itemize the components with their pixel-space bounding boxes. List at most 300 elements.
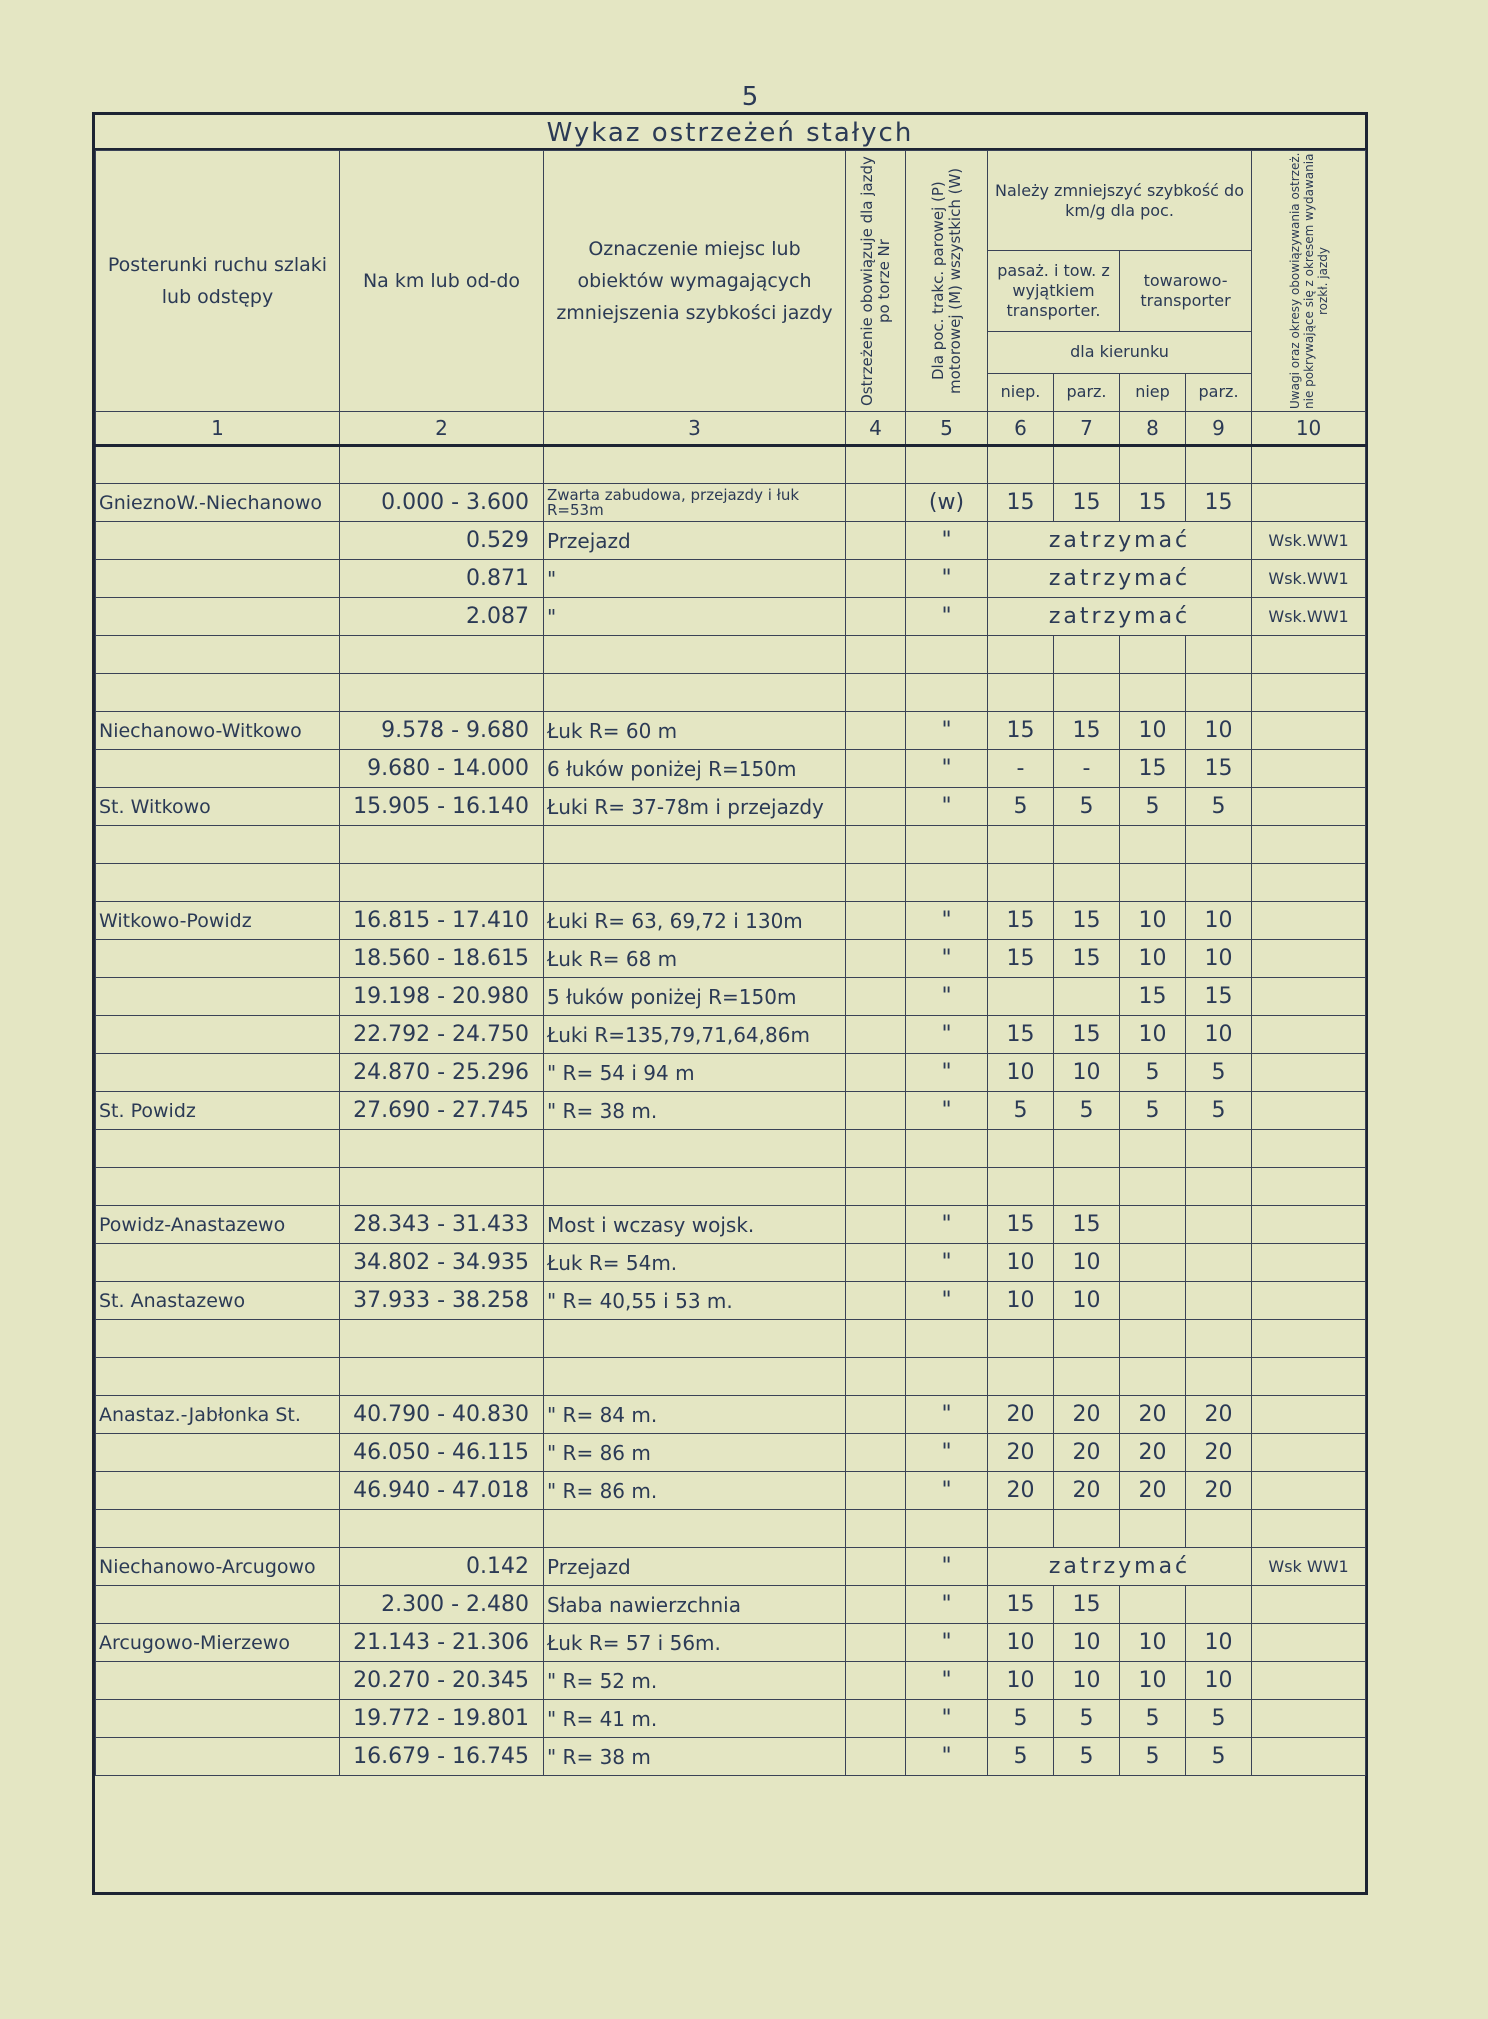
blank-row <box>96 1510 1366 1548</box>
cell-c5: (w) <box>906 484 988 522</box>
cell-c9 <box>1186 636 1252 674</box>
cell-c1 <box>96 826 340 864</box>
cell-c9: 10 <box>1186 712 1252 750</box>
colnum: 6 <box>988 412 1054 446</box>
cell-c6: 10 <box>988 1624 1054 1662</box>
cell-c6 <box>988 636 1054 674</box>
cell-c6 <box>988 978 1054 1016</box>
cell-c1 <box>96 1738 340 1776</box>
cell-c8: 15 <box>1120 484 1186 522</box>
cell-c7: 15 <box>1054 712 1120 750</box>
cell-c4 <box>846 788 906 826</box>
header-col4 <box>846 151 906 412</box>
cell-c7: 10 <box>1054 1624 1120 1662</box>
cell-c3 <box>544 1358 846 1396</box>
cell-c10 <box>1252 1054 1366 1092</box>
cell-c6: 5 <box>988 1092 1054 1130</box>
header-col4-text: Ostrzeżenie obowiązuje dla jazdy po torze Nr <box>857 156 893 406</box>
cell-c8: 5 <box>1120 1092 1186 1130</box>
cell-c3: Łuk R= 57 i 56m. <box>544 1624 846 1662</box>
header-col5-text: Dla poc. trakc. parowej (P) motorowej (M) wszystkich (W) <box>928 167 964 395</box>
table-row <box>96 712 1366 750</box>
cell-c5: " <box>906 1548 988 1586</box>
cell-c10 <box>1252 1586 1366 1624</box>
cell-c7: 10 <box>1054 1662 1120 1700</box>
cell-c3: Zwarta zabudowa, przejazdy i łuk R=53m <box>544 484 846 522</box>
cell-c8 <box>1120 1358 1186 1396</box>
cell-c9: 20 <box>1186 1396 1252 1434</box>
page-number: 5 <box>741 82 759 112</box>
cell-c7: - <box>1054 750 1120 788</box>
cell-c4 <box>846 446 906 484</box>
cell-c4 <box>846 1738 906 1776</box>
header-col10 <box>1252 151 1366 412</box>
header-col1: Posterunki ruchu szlaki lub odstępy <box>96 151 340 412</box>
cell-c8 <box>1120 1586 1186 1624</box>
cell-c10 <box>1252 864 1366 902</box>
cell-c1 <box>96 1016 340 1054</box>
cell-c9: 15 <box>1186 750 1252 788</box>
cell-c7 <box>1054 674 1120 712</box>
table-row <box>96 1472 1366 1510</box>
cell-c2: 27.690 - 27.745 <box>340 1092 544 1130</box>
cell-c4 <box>846 1130 906 1168</box>
cell-c3: Słaba nawierzchnia <box>544 1586 846 1624</box>
cell-c5 <box>906 1510 988 1548</box>
cell-c10 <box>1252 940 1366 978</box>
cell-c10: Wsk.WW1 <box>1252 560 1366 598</box>
cell-c2 <box>340 1510 544 1548</box>
cell-c2 <box>340 1168 544 1206</box>
cell-c8: 20 <box>1120 1396 1186 1434</box>
cell-c7: 10 <box>1054 1054 1120 1092</box>
cell-c1 <box>96 1434 340 1472</box>
cell-c2: 2.087 <box>340 598 544 636</box>
cell-c2: 40.790 - 40.830 <box>340 1396 544 1434</box>
cell-c1 <box>96 1586 340 1624</box>
cell-c8: 10 <box>1120 712 1186 750</box>
cell-c3: " R= 40,55 i 53 m. <box>544 1282 846 1320</box>
header-freight: towarowo-transporter <box>1120 251 1252 331</box>
colnum: 7 <box>1054 412 1120 446</box>
cell-c7: 5 <box>1054 1092 1120 1130</box>
cell-c6: 15 <box>988 902 1054 940</box>
cell-c8: 15 <box>1120 978 1186 1016</box>
cell-c9: 5 <box>1186 788 1252 826</box>
cell-c6 <box>988 1168 1054 1206</box>
table-row <box>96 1396 1366 1434</box>
cell-c5: " <box>906 1282 988 1320</box>
cell-c4 <box>846 522 906 560</box>
cell-c4 <box>846 1472 906 1510</box>
cell-c5: " <box>906 522 988 560</box>
cell-c10 <box>1252 636 1366 674</box>
cell-c10: Wsk.WW1 <box>1252 598 1366 636</box>
cell-c2 <box>340 826 544 864</box>
cell-c2: 16.679 - 16.745 <box>340 1738 544 1776</box>
cell-c1: Niechanowo-Witkowo <box>96 712 340 750</box>
cell-c5: " <box>906 1624 988 1662</box>
cell-c6: 5 <box>988 788 1054 826</box>
cell-c7: 15 <box>1054 484 1120 522</box>
cell-c4 <box>846 864 906 902</box>
table-row <box>96 522 1366 560</box>
table-row <box>96 484 1366 522</box>
cell-c1: Arcugowo-Mierzewo <box>96 1624 340 1662</box>
cell-c9: 5 <box>1186 1092 1252 1130</box>
cell-c6: - <box>988 750 1054 788</box>
cell-merge: zatrzymać <box>988 522 1252 560</box>
header-col2: Na km lub od-do <box>340 151 544 412</box>
cell-c8: 10 <box>1120 902 1186 940</box>
cell-c9 <box>1186 1168 1252 1206</box>
cell-c6 <box>988 1130 1054 1168</box>
cell-c9: 5 <box>1186 1054 1252 1092</box>
table-body <box>96 446 1366 1776</box>
table-row <box>96 598 1366 636</box>
cell-c5: " <box>906 1244 988 1282</box>
cell-c6 <box>988 826 1054 864</box>
cell-c5: " <box>906 1396 988 1434</box>
colnum: 8 <box>1120 412 1186 446</box>
cell-c8 <box>1120 1282 1186 1320</box>
cell-c9 <box>1186 826 1252 864</box>
cell-c7 <box>1054 864 1120 902</box>
cell-c6: 15 <box>988 712 1054 750</box>
cell-c7 <box>1054 1320 1120 1358</box>
blank-row <box>96 1358 1366 1396</box>
cell-c10 <box>1252 1130 1366 1168</box>
cell-c4 <box>846 750 906 788</box>
colnum: 5 <box>906 412 988 446</box>
cell-c2: 18.560 - 18.615 <box>340 940 544 978</box>
cell-c2: 0.529 <box>340 522 544 560</box>
cell-c6: 15 <box>988 484 1054 522</box>
cell-c4 <box>846 1700 906 1738</box>
header-col5 <box>906 151 988 412</box>
cell-c1 <box>96 1700 340 1738</box>
cell-c4 <box>846 978 906 1016</box>
cell-c4 <box>846 826 906 864</box>
cell-c9: 10 <box>1186 940 1252 978</box>
cell-c8: 10 <box>1120 940 1186 978</box>
cell-c1 <box>96 1054 340 1092</box>
cell-c10 <box>1252 1700 1366 1738</box>
table-row <box>96 1282 1366 1320</box>
cell-c2 <box>340 1358 544 1396</box>
cell-c9 <box>1186 1510 1252 1548</box>
cell-c10 <box>1252 1016 1366 1054</box>
cell-c3: Przejazd <box>544 1548 846 1586</box>
cell-c4 <box>846 1282 906 1320</box>
header-col10-text: Uwagi oraz okresy obowiązywania ostrzeż. nie pokrywające się z okresem wydawania rozkł. jazdy <box>1287 152 1330 410</box>
cell-c4 <box>846 1662 906 1700</box>
table-row <box>96 560 1366 598</box>
cell-c3: 5 łuków poniżej R=150m <box>544 978 846 1016</box>
cell-c2: 19.198 - 20.980 <box>340 978 544 1016</box>
cell-c2 <box>340 636 544 674</box>
blank-row <box>96 1320 1366 1358</box>
cell-c1 <box>96 522 340 560</box>
cell-c2: 28.343 - 31.433 <box>340 1206 544 1244</box>
cell-c6: 15 <box>988 1586 1054 1624</box>
cell-c7 <box>1054 978 1120 1016</box>
cell-c9 <box>1186 1320 1252 1358</box>
cell-c4 <box>846 636 906 674</box>
table-row <box>96 788 1366 826</box>
cell-c10 <box>1252 978 1366 1016</box>
cell-c1 <box>96 864 340 902</box>
header-niep2: niep <box>1120 373 1186 411</box>
cell-c8 <box>1120 826 1186 864</box>
cell-c3: " <box>544 598 846 636</box>
cell-c3: " R= 86 m. <box>544 1472 846 1510</box>
cell-c7 <box>1054 446 1120 484</box>
cell-c8 <box>1120 1168 1186 1206</box>
cell-c10 <box>1252 750 1366 788</box>
cell-c2 <box>340 446 544 484</box>
cell-c2: 46.940 - 47.018 <box>340 1472 544 1510</box>
cell-c5: " <box>906 1434 988 1472</box>
cell-c7: 10 <box>1054 1282 1120 1320</box>
cell-c9: 5 <box>1186 1700 1252 1738</box>
cell-c6: 15 <box>988 940 1054 978</box>
cell-c4 <box>846 1092 906 1130</box>
cell-c3: Łuki R=135,79,71,64,86m <box>544 1016 846 1054</box>
cell-c9: 15 <box>1186 978 1252 1016</box>
header-reduce: Należy zmniejszyć szybkość do km/g dla poc. <box>988 151 1252 251</box>
table-row <box>96 1244 1366 1282</box>
cell-c1: Niechanowo-Arcugowo <box>96 1548 340 1586</box>
table-row <box>96 1586 1366 1624</box>
cell-c5: " <box>906 1738 988 1776</box>
cell-c5: " <box>906 750 988 788</box>
cell-c2: 37.933 - 38.258 <box>340 1282 544 1320</box>
cell-c5: " <box>906 788 988 826</box>
cell-c8 <box>1120 864 1186 902</box>
cell-c9 <box>1186 1206 1252 1244</box>
cell-c4 <box>846 1510 906 1548</box>
colnum: 2 <box>340 412 544 446</box>
cell-c2: 9.680 - 14.000 <box>340 750 544 788</box>
cell-c7: 20 <box>1054 1472 1120 1510</box>
cell-c9: 10 <box>1186 1624 1252 1662</box>
cell-c1 <box>96 940 340 978</box>
cell-c8: 5 <box>1120 1738 1186 1776</box>
cell-c10 <box>1252 1206 1366 1244</box>
cell-c3: Łuk R= 54m. <box>544 1244 846 1282</box>
cell-c1 <box>96 1472 340 1510</box>
cell-c6: 10 <box>988 1244 1054 1282</box>
cell-c8: 15 <box>1120 750 1186 788</box>
cell-c4 <box>846 1016 906 1054</box>
cell-c1: Anastaz.-Jabłonka St. <box>96 1396 340 1434</box>
cell-c6: 20 <box>988 1396 1054 1434</box>
cell-c8: 10 <box>1120 1016 1186 1054</box>
colnum: 9 <box>1186 412 1252 446</box>
cell-c4 <box>846 902 906 940</box>
cell-c10 <box>1252 826 1366 864</box>
cell-c5 <box>906 1320 988 1358</box>
cell-c1 <box>96 978 340 1016</box>
cell-c7: 20 <box>1054 1434 1120 1472</box>
cell-c4 <box>846 940 906 978</box>
cell-c10 <box>1252 1434 1366 1472</box>
blank-row <box>96 446 1366 484</box>
warnings-table <box>95 150 1366 1776</box>
cell-c7 <box>1054 826 1120 864</box>
cell-c3: Most i wczasy wojsk. <box>544 1206 846 1244</box>
cell-c4 <box>846 560 906 598</box>
cell-merge: zatrzymać <box>988 598 1252 636</box>
cell-c9 <box>1186 1358 1252 1396</box>
cell-c9 <box>1186 446 1252 484</box>
cell-c3 <box>544 674 846 712</box>
cell-c2 <box>340 864 544 902</box>
cell-c9: 10 <box>1186 902 1252 940</box>
cell-c1 <box>96 1662 340 1700</box>
table-row <box>96 940 1366 978</box>
cell-c6: 5 <box>988 1738 1054 1776</box>
colnum: 10 <box>1252 412 1366 446</box>
cell-c3: 6 łuków poniżej R=150m <box>544 750 846 788</box>
cell-c5: " <box>906 902 988 940</box>
cell-c7 <box>1054 636 1120 674</box>
cell-c1: St. Anastazewo <box>96 1282 340 1320</box>
cell-c6: 5 <box>988 1700 1054 1738</box>
cell-c8: 10 <box>1120 1662 1186 1700</box>
cell-c5: " <box>906 1016 988 1054</box>
cell-c1 <box>96 636 340 674</box>
cell-c2: 46.050 - 46.115 <box>340 1434 544 1472</box>
cell-c1 <box>96 674 340 712</box>
table-row <box>96 1054 1366 1092</box>
table-row <box>96 1092 1366 1130</box>
cell-c2: 0.000 - 3.600 <box>340 484 544 522</box>
cell-c3 <box>544 446 846 484</box>
cell-c5: " <box>906 1662 988 1700</box>
cell-c5: " <box>906 978 988 1016</box>
cell-c5: " <box>906 1206 988 1244</box>
cell-c7: 15 <box>1054 902 1120 940</box>
cell-c4 <box>846 674 906 712</box>
cell-c6 <box>988 864 1054 902</box>
blank-row <box>96 674 1366 712</box>
header-niep: niep. <box>988 373 1054 411</box>
cell-c2 <box>340 1320 544 1358</box>
table-row <box>96 1434 1366 1472</box>
cell-c3 <box>544 1510 846 1548</box>
cell-c4 <box>846 1396 906 1434</box>
cell-c7 <box>1054 1130 1120 1168</box>
cell-c6: 15 <box>988 1206 1054 1244</box>
cell-c3: " R= 41 m. <box>544 1700 846 1738</box>
cell-c4 <box>846 712 906 750</box>
cell-c9 <box>1186 1244 1252 1282</box>
cell-c1: St. Witkowo <box>96 788 340 826</box>
cell-c10 <box>1252 1510 1366 1548</box>
cell-c2: 15.905 - 16.140 <box>340 788 544 826</box>
column-numbers <box>96 412 1366 446</box>
cell-c9: 20 <box>1186 1472 1252 1510</box>
cell-c4 <box>846 1320 906 1358</box>
cell-c6: 20 <box>988 1434 1054 1472</box>
cell-c7: 15 <box>1054 1206 1120 1244</box>
cell-c9 <box>1186 864 1252 902</box>
cell-c8 <box>1120 1320 1186 1358</box>
cell-c7: 15 <box>1054 1586 1120 1624</box>
cell-c10 <box>1252 1662 1366 1700</box>
cell-c2: 22.792 - 24.750 <box>340 1016 544 1054</box>
cell-c6: 15 <box>988 1016 1054 1054</box>
cell-c3: Łuk R= 68 m <box>544 940 846 978</box>
cell-c10 <box>1252 1738 1366 1776</box>
cell-c7 <box>1054 1510 1120 1548</box>
colnum: 3 <box>544 412 846 446</box>
blank-row <box>96 1130 1366 1168</box>
cell-c9: 10 <box>1186 1662 1252 1700</box>
cell-c7: 5 <box>1054 1738 1120 1776</box>
cell-c10 <box>1252 1320 1366 1358</box>
cell-c3 <box>544 864 846 902</box>
cell-c6 <box>988 674 1054 712</box>
header-direction: dla kierunku <box>988 331 1252 373</box>
cell-c6: 10 <box>988 1662 1054 1700</box>
cell-c3: " R= 38 m. <box>544 1092 846 1130</box>
colnum: 4 <box>846 412 906 446</box>
cell-c10 <box>1252 674 1366 712</box>
cell-c10: Wsk.WW1 <box>1252 522 1366 560</box>
cell-c7: 15 <box>1054 940 1120 978</box>
cell-c4 <box>846 598 906 636</box>
cell-c5 <box>906 674 988 712</box>
colnum: 1 <box>96 412 340 446</box>
cell-c8 <box>1120 674 1186 712</box>
cell-c2: 34.802 - 34.935 <box>340 1244 544 1282</box>
cell-c1 <box>96 1510 340 1548</box>
cell-c10 <box>1252 788 1366 826</box>
table-row <box>96 1548 1366 1586</box>
cell-c7: 10 <box>1054 1244 1120 1282</box>
cell-c3: " R= 54 i 94 m <box>544 1054 846 1092</box>
cell-c8 <box>1120 1206 1186 1244</box>
cell-c7: 5 <box>1054 788 1120 826</box>
header-pass: pasaż. i tow. z wyjątkiem transporter. <box>988 251 1120 331</box>
cell-c1: St. Powidz <box>96 1092 340 1130</box>
cell-c6: 20 <box>988 1472 1054 1510</box>
cell-c4 <box>846 1434 906 1472</box>
cell-c3: Łuki R= 63, 69,72 i 130m <box>544 902 846 940</box>
cell-c6 <box>988 446 1054 484</box>
cell-c5: " <box>906 1586 988 1624</box>
cell-c2: 20.270 - 20.345 <box>340 1662 544 1700</box>
table-row <box>96 1700 1366 1738</box>
cell-c1 <box>96 750 340 788</box>
cell-c8 <box>1120 1130 1186 1168</box>
cell-c10 <box>1252 1396 1366 1434</box>
table-row <box>96 1206 1366 1244</box>
cell-c3: " <box>544 560 846 598</box>
cell-c3: Łuki R= 37-78m i przejazdy <box>544 788 846 826</box>
cell-c10 <box>1252 1168 1366 1206</box>
blank-row <box>96 1168 1366 1206</box>
cell-c7: 5 <box>1054 1700 1120 1738</box>
cell-c5 <box>906 446 988 484</box>
table-row <box>96 902 1366 940</box>
cell-c4 <box>846 1548 906 1586</box>
cell-c2: 19.772 - 19.801 <box>340 1700 544 1738</box>
cell-c8: 20 <box>1120 1434 1186 1472</box>
